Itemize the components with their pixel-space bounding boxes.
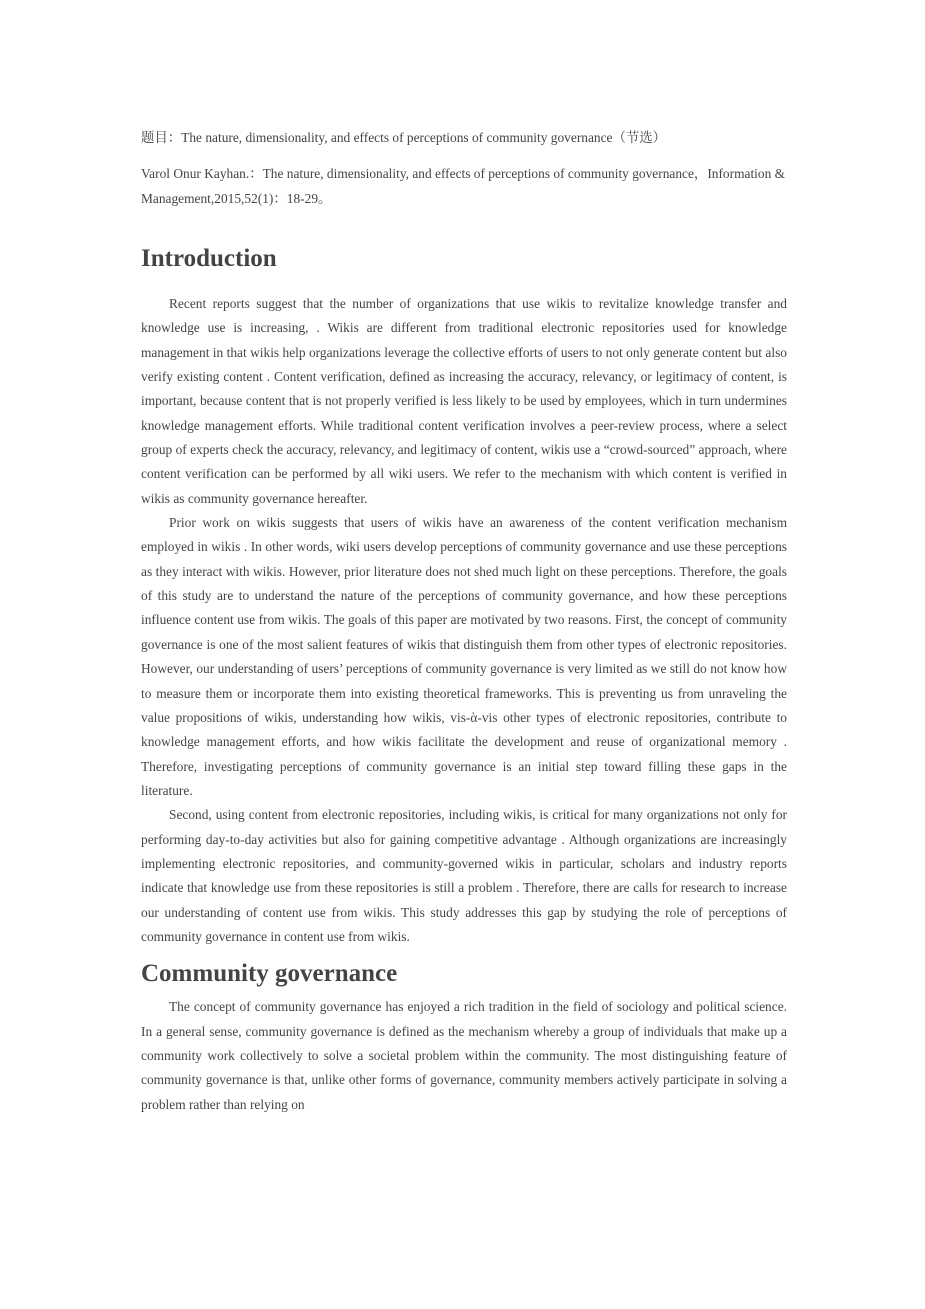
document-page — [141, 126, 787, 1117]
community-paragraph-1: The concept of community governance has enjoyed a rich tradition in the field of sociology and political science. In a general sense, community governance is defined as the mechanism whereby a group of individuals that make up a community work collectively to solve a societal problem within the community. The most distinguishing feature of community governance is that, unlike other forms of governance, community members actively participate in solving a problem rather than relying on — [141, 999, 787, 1112]
intro-paragraph-2: Prior work on wikis suggests that users of wikis have an awareness of the content verification mechanism employed in wikis . In other words, wiki users develop perceptions of community governance and use these perceptions as they interact with wikis. However, prior literature does not shed much light on these perceptions. Therefore, the goals of this study are to understand the nature of the perceptions of community governance, and how these perceptions influence content use from wikis. The goals of this paper are motivated by two reasons. First, the concept of community governance is one of the most salient features of wikis that distinguish them from other types of electronic repositories. However, our understanding of users’ perceptions of community governance is very limited as we still do not know how to measure them or incorporate them into existing theoretical frameworks. This is preventing us from unraveling the value propositions of wikis, understanding how wikis, vis-ὰ-vis other types of electronic repositories, contribute to knowledge management efforts, and how wikis facilitate the development and reuse of organizational memory . Therefore, investigating perceptions of community governance is an initial step toward filling these gaps in the literature. — [141, 515, 787, 798]
section-heading-community-governance: Community governance — [141, 960, 398, 988]
section-heading-introduction: Introduction — [141, 245, 277, 272]
citation: Varol Onur Kayhan.：The nature, dimensionality, and effects of perceptions of community governance，Information & Management,2015,52(1)：18-29。 — [141, 166, 786, 206]
intro-paragraph-3: Second, using content from electronic repositories, including wikis, is critical for many organizations not only for performing day-to-day activities but also for gaining competitive advantage . Although organizations are increasingly implementing electronic repositories, and community-governed wikis in particular, scholars and industry reports indicate that knowledge use from these repositories is still a problem . Therefore, there are calls for research to increase our understanding of content use from wikis. This study addresses this gap by studying the role of perceptions of community governance in content use from wikis. — [141, 807, 787, 944]
document-title-line: 题目：The nature, dimensionality, and effects of perceptions of community governance（节选） — [141, 130, 667, 145]
intro-paragraph-1: Recent reports suggest that the number of organizations that use wikis to revitalize knowledge transfer and knowledge use is increasing, . Wikis are different from traditional electronic repositories used for knowledge management in that wikis help organizations leverage the collective efforts of users to not only generate content but also verify existing content . Content verification, defined as increasing the accuracy, relevancy, or legitimacy of content, is important, because content that is not properly verified is less likely to be used by employees, which in turn undermines knowledge management efforts. While traditional content verification involves a peer-review process, where a select group of experts check the accuracy, relevancy, and legitimacy of content, wikis use a “crowd-sourced” approach, where content verification can be performed by all wiki users. We refer to the mechanism with which content is verified in wikis as community governance hereafter. — [141, 296, 787, 506]
